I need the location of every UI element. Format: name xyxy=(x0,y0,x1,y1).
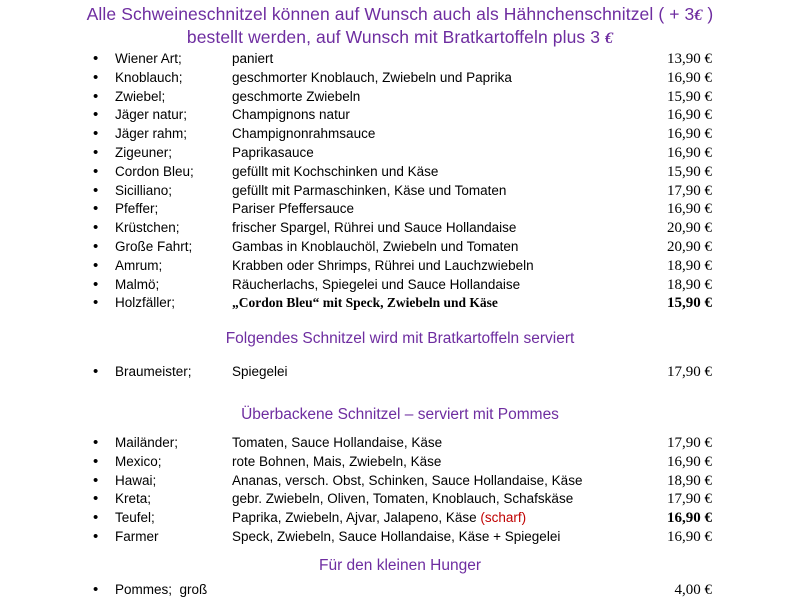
item-description: gefüllt mit Kochschinken und Käse xyxy=(232,163,439,179)
item-price: 16,90 € xyxy=(667,510,712,527)
item-price: 16,90 € xyxy=(667,144,712,161)
item-price: 20,90 € xyxy=(667,238,712,255)
bullet-icon xyxy=(93,257,115,276)
bullet-icon xyxy=(93,509,115,528)
item-description xyxy=(232,509,667,528)
bullet-icon xyxy=(93,276,115,295)
menu-item-row xyxy=(0,106,800,125)
menu-item-row xyxy=(0,490,800,509)
bullet-icon xyxy=(93,69,115,88)
bullet-icon xyxy=(93,219,115,238)
item-name: Zwiebel; xyxy=(115,88,166,104)
menu-item-row xyxy=(0,294,800,313)
item-price: 15,90 € xyxy=(667,163,712,180)
page-title-line2 xyxy=(0,27,800,50)
menu-item-row xyxy=(0,144,800,163)
bullet-icon xyxy=(93,200,115,219)
bullet-icon xyxy=(93,88,115,107)
bullet-icon xyxy=(93,434,115,453)
item-description: gebr. Zwiebeln, Oliven, Tomaten, Knoblauch, Schafskäse xyxy=(232,491,574,507)
bullet-icon xyxy=(93,50,115,69)
bullet-icon xyxy=(93,453,115,472)
item-name: Cordon Bleu; xyxy=(115,163,194,179)
item-description: Champignonrahmsauce xyxy=(232,126,376,142)
item-name: Mexico; xyxy=(115,453,162,469)
bullet-icon xyxy=(93,125,115,144)
item-description: rote Bohnen, Mais, Zwiebeln, Käse xyxy=(232,453,442,469)
title-line1-close: ) xyxy=(702,4,714,24)
item-price: 17,90 € xyxy=(667,434,712,451)
item-description: Ananas, versch. Obst, Schinken, Sauce Hollandaise, Käse xyxy=(232,472,583,488)
item-price: 16,90 € xyxy=(667,201,712,218)
item-price: 18,90 € xyxy=(667,276,712,293)
menu-item-row xyxy=(0,528,800,547)
item-description: Paprikasauce xyxy=(232,144,314,160)
item-name: Knoblauch; xyxy=(115,69,183,85)
item-price: 17,90 € xyxy=(667,364,712,381)
item-name: Pommes; groß xyxy=(115,581,208,597)
item-description: Spiegelei xyxy=(232,364,288,380)
item-description: geschmorte Zwiebeln xyxy=(232,88,361,104)
item-name: Sicilliano; xyxy=(115,182,173,198)
item-price: 18,90 € xyxy=(667,257,712,274)
bullet-icon xyxy=(93,106,115,125)
item-description-text: Paprika, Zwiebeln, Ajvar, Jalapeno, Käse xyxy=(232,510,481,526)
bullet-icon xyxy=(93,238,115,257)
item-price: 17,90 € xyxy=(667,182,712,199)
menu-item-row xyxy=(0,219,800,238)
item-name: Malmö; xyxy=(115,276,160,292)
menu-item-row xyxy=(0,257,800,276)
menu-item-row xyxy=(0,238,800,257)
item-description: gefüllt mit Parmaschinken, Käse und Tomaten xyxy=(232,182,507,198)
bullet-icon xyxy=(93,363,115,382)
item-description: Tomaten, Sauce Hollandaise, Käse xyxy=(232,434,443,450)
bullet-icon xyxy=(93,163,115,182)
page-title xyxy=(0,0,800,49)
item-price: 16,90 € xyxy=(667,107,712,124)
item-price: 16,90 € xyxy=(667,528,712,545)
item-price: 17,90 € xyxy=(667,491,712,508)
item-price: 16,90 € xyxy=(667,126,712,143)
euro-symbol: € xyxy=(605,29,614,47)
item-name: Krüstchen; xyxy=(115,220,180,236)
item-description: paniert xyxy=(232,51,274,66)
bullet-icon xyxy=(93,528,115,547)
item-name: Farmer xyxy=(115,528,159,544)
item-name: Jäger rahm; xyxy=(115,126,188,142)
item-description: Speck, Zwiebeln, Sauce Hollandaise, Käse + Spiegelei xyxy=(232,528,561,544)
item-price: 18,90 € xyxy=(667,472,712,489)
item-price: 16,90 € xyxy=(667,69,712,86)
item-name: Wiener Art; xyxy=(115,51,182,66)
item-name: Jäger natur; xyxy=(115,107,188,123)
menu-item-row xyxy=(0,453,800,472)
item-description: Krabben oder Shrimps, Rührei und Lauchzwiebeln xyxy=(232,257,534,273)
menu-item-row xyxy=(0,434,800,453)
item-price: 15,90 € xyxy=(667,88,712,105)
menu-item-row xyxy=(0,509,800,528)
bullet-icon xyxy=(93,490,115,509)
euro-symbol: € xyxy=(694,7,703,24)
item-price: 15,90 € xyxy=(667,295,712,312)
menu-item-row xyxy=(0,182,800,201)
menu-item-row xyxy=(0,69,800,88)
menu-item-row xyxy=(0,125,800,144)
item-name: Pfeffer; xyxy=(115,201,159,217)
item-description: Pariser Pfeffersauce xyxy=(232,201,355,217)
item-name: Amrum; xyxy=(115,257,163,273)
menu-item-row xyxy=(0,200,800,219)
menu-item-row xyxy=(0,276,800,295)
item-name: Hawai; xyxy=(115,472,157,488)
item-description: geschmorter Knoblauch, Zwiebeln und Paprika xyxy=(232,69,512,85)
item-name: Mailänder; xyxy=(115,434,179,450)
section-header-kleiner-hunger: Für den kleinen Hunger xyxy=(319,556,481,574)
section-header-ueberbackene: Überbackene Schnitzel – serviert mit Pommes xyxy=(241,405,559,423)
section-ueberbackene-list xyxy=(0,434,800,547)
item-name: Zigeuner; xyxy=(115,144,173,160)
section-schnitzel-list xyxy=(0,50,800,313)
menu-item-row xyxy=(0,88,800,107)
bullet-icon xyxy=(93,182,115,201)
bullet-icon xyxy=(93,144,115,163)
item-name: Holzfäller; xyxy=(115,295,176,311)
item-name: Große Fahrt; xyxy=(115,238,193,254)
item-price: 20,90 € xyxy=(667,220,712,237)
menu-item-row xyxy=(0,363,800,382)
item-price: 16,90 € xyxy=(667,453,712,470)
item-description: Räucherlachs, Spiegelei und Sauce Hollandaise xyxy=(232,276,521,292)
title-line1-text: Alle Schweineschnitzel können auf Wunsch auch als Hähnchenschnitzel ( + 3 xyxy=(86,4,695,24)
item-description: Champignons natur xyxy=(232,107,350,123)
item-name: Kreta; xyxy=(115,491,152,507)
item-description: Gambas in Knoblauchöl, Zwiebeln und Tomaten xyxy=(232,238,519,254)
item-price: 13,90 € xyxy=(667,51,712,67)
page-title-line1 xyxy=(0,4,800,27)
title-line2-text: bestellt werden, auf Wunsch mit Bratkartoffeln plus 3 xyxy=(186,26,606,47)
bullet-icon xyxy=(93,294,115,313)
item-name: Braumeister; xyxy=(115,364,192,380)
menu-item-row xyxy=(0,472,800,491)
menu-item-row xyxy=(0,50,800,69)
item-description: frischer Spargel, Rührei und Sauce Hollandaise xyxy=(232,220,517,236)
item-description-spicy: (scharf) xyxy=(480,510,527,526)
bullet-icon xyxy=(93,581,115,600)
bullet-icon xyxy=(93,472,115,491)
section-header-bratkartoffeln: Folgendes Schnitzel wird mit Bratkartoffeln serviert xyxy=(225,330,575,348)
menu-item-row xyxy=(0,163,800,182)
menu-item-row xyxy=(0,581,800,600)
item-description: „Cordon Bleu“ mit Speck, Zwiebeln und Käse xyxy=(232,295,498,311)
item-name: Teufel; xyxy=(115,510,155,526)
item-price: 4,00 € xyxy=(674,581,712,598)
